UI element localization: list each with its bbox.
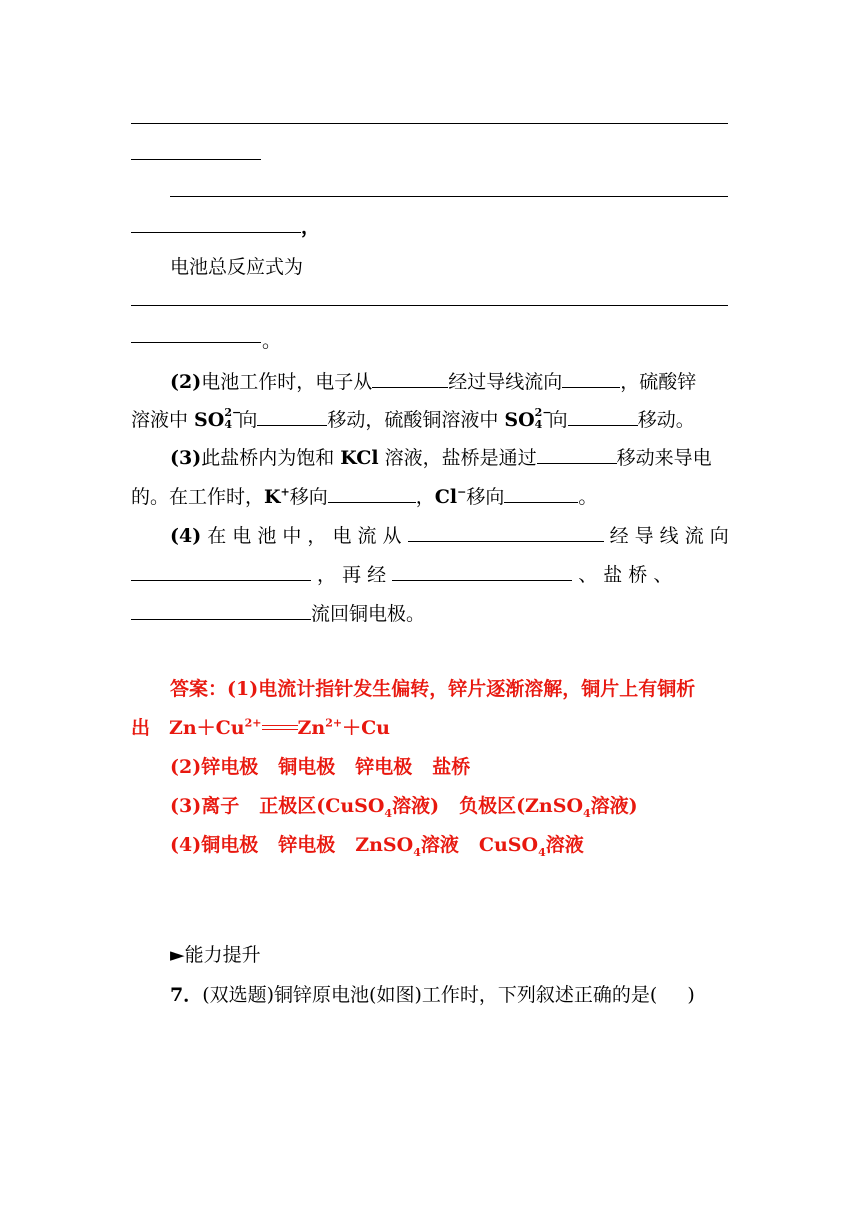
answer-line3: (2)锌电极 铜电极 锌电极 盐桥 <box>170 756 471 778</box>
equals-sign <box>262 724 298 734</box>
punctuation: 。 <box>262 330 282 352</box>
section-title: 能力提升 <box>184 944 261 966</box>
blank-line <box>170 196 728 197</box>
blank-line <box>131 305 728 306</box>
q6-part2-line1: (2)电池工作时，电子从 经过导线流向 ，硫酸锌 <box>170 371 697 393</box>
blank-line <box>131 232 301 233</box>
triangle-marker-icon: ► <box>170 944 185 966</box>
answer-line5: (4)铜电极 锌电极 ZnSO$_4$溶液 CuSO$_4$溶液 <box>170 834 584 859</box>
total-reaction-label: 电池总反应式为 <box>170 256 304 278</box>
punctuation: ， <box>301 216 321 238</box>
q6-part4-line1: (4) 在 电 池 中 ， 电 流 从 经 导 线 流 向 <box>170 525 729 547</box>
blank-line <box>131 123 728 124</box>
q6-part4-line2: ， 再 经 、 盐 桥 、 <box>131 560 672 587</box>
q6-part4-line3: 流回铜电极。 <box>131 599 425 626</box>
question-number: 7． <box>170 984 203 1006</box>
answer-label: 答案： <box>170 678 228 700</box>
blank-line <box>131 159 261 160</box>
answer-line1: 答案：(1)电流计指针发生偏转，锌片逐渐溶解，铜片上有铜析 <box>170 678 696 700</box>
question-text: (双选题)铜锌原电池(如图)工作时，下列叙述正确的是( <box>202 984 658 1006</box>
q6-part3-line2: 的。在工作时，K+移向 ，Cl−移向 。 <box>131 485 598 508</box>
q6-part2-line2: 溶液中 SO 2− 4 向 移动，硫酸铜溶液中 SO 2− 4 向 移动。 <box>131 406 695 431</box>
blank-line <box>131 342 261 343</box>
answer-line2: 出 $Zn+Cu^{2+}$ $Zn^{2+}+Cu$ <box>131 716 390 739</box>
question-7: 7．(双选题)铜锌原电池(如图)工作时，下列叙述正确的是( ) <box>170 984 695 1006</box>
q6-part3-line1: (3)此盐桥内为饱和 KCl 溶液，盐桥是通过 移动来导电 <box>170 447 712 469</box>
section-header <box>170 940 261 967</box>
answer-line4: (3)离子 正极区(CuSO$_4$溶液) 负极区(ZnSO$_4$溶液) <box>170 795 638 820</box>
